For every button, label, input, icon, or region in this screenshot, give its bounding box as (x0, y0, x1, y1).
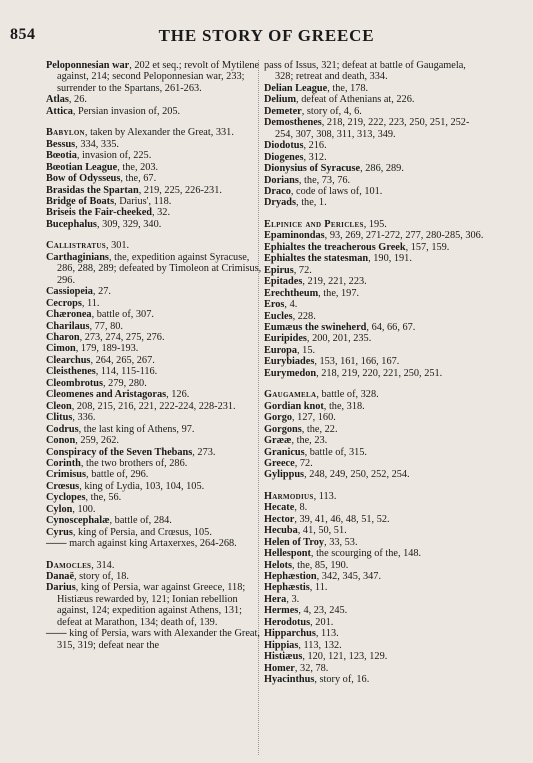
index-entry-term: Epitades (264, 276, 303, 288)
index-entry-term: —— (46, 628, 67, 640)
index-entry (264, 83, 484, 94)
index-entry-pages: , 190, 191. (368, 253, 412, 265)
index-entry-pages: , the, 318. (323, 400, 365, 412)
index-entry-term: Demeter (264, 105, 302, 117)
index-entry-term: Greece (264, 457, 295, 469)
index-entry-pages: , 113. (315, 628, 339, 640)
index-entry-pages: , the, 85, 190. (292, 559, 349, 571)
index-entry-pages: , 219, 221, 223. (302, 276, 367, 288)
index-entry (46, 332, 266, 343)
index-entry-term: Dryads (264, 197, 297, 209)
index-entry-term: Elpinice and Pericles (264, 218, 364, 230)
index-entry-term: Hera (264, 593, 287, 605)
index-entry (46, 628, 266, 651)
index-entry (264, 94, 484, 105)
index-entry (264, 640, 484, 651)
index-entry-pages: , 273. (192, 446, 216, 458)
index-entry-term: Gorgons (264, 423, 302, 435)
index-entry (264, 617, 484, 628)
index-entry-term: Clitus (46, 412, 73, 424)
index-entry-pages: , 114, 115-116. (95, 366, 158, 378)
index-entry-pages: , 264, 265, 267. (90, 354, 155, 366)
index-entry-term: Euripides (264, 333, 307, 345)
index-entry-pages: , 3. (286, 593, 300, 605)
index-entry-pages: , the, 56. (85, 492, 122, 504)
index-entry (46, 582, 266, 628)
index-entry (46, 355, 266, 366)
index-entry (46, 424, 266, 435)
index-entry-pages: , the, 1. (296, 197, 327, 209)
index-entry (264, 299, 484, 310)
index-entry-pages: , Persian invasion of, 205. (72, 105, 181, 117)
index-entry-pages: , story of, 18. (74, 571, 129, 583)
index-entry-pages: , 26. (68, 94, 87, 106)
index-entry-pages: , the, 197. (318, 287, 360, 299)
index-entry-pages: march against king Artaxerxes, 264-268. (66, 538, 237, 550)
index-entry (264, 514, 484, 525)
index-entry-term: Hecuba (264, 525, 298, 537)
index-entry-pages: , 336. (72, 412, 96, 424)
index-entry-pages: , story of, 4, 6. (301, 105, 362, 117)
index-entry-pages: , king of Lydia, 103, 104, 105. (79, 480, 205, 492)
index-entry-term: Charilaus (46, 320, 90, 332)
index-entry (264, 458, 484, 469)
index-entry-term: Hector (264, 513, 295, 525)
index-entry-pages: , the, 22. (301, 423, 338, 435)
index-entry-term: Bridge of Boats (46, 195, 115, 207)
index-entry-pages: , the last king of Athens, 97. (78, 423, 195, 435)
index-entry-pages: , the, expedition against Syracuse, 286, 288, 289; defeated by Timoleon at Crimisus, 296. (57, 251, 262, 286)
index-entry-pages: , 120, 121, 123, 129. (302, 651, 388, 663)
index-entry (264, 322, 484, 333)
index-entry (264, 628, 484, 639)
index-entry-pages: , 301. (105, 240, 130, 252)
index-entry (46, 127, 266, 138)
index-entry (264, 651, 484, 662)
index-entry-term: Delium (264, 94, 297, 106)
index-entry-pages: , 32. (152, 207, 171, 219)
index-entry-term: Bœotian League (46, 161, 118, 173)
index-entry-term: Gordian knot (264, 400, 324, 412)
index-entry-term: Carthaginians (46, 251, 109, 263)
index-entry-pages: , 77, 80. (89, 320, 123, 332)
index-entry (46, 252, 266, 286)
index-entry-term: Eros (264, 299, 285, 311)
index-entry (264, 389, 484, 400)
index-entry-pages: , 201. (310, 616, 334, 628)
index-entry (264, 537, 484, 548)
index-entry (264, 219, 484, 230)
index-entry (264, 345, 484, 356)
index-entry (46, 150, 266, 161)
index-entry-term: Cleisthenes (46, 366, 96, 378)
index-entry (46, 321, 266, 332)
index-entry-pages: , 219, 225, 226-231. (138, 184, 222, 196)
index-entry-term: Cleomenes and Aristagoras (46, 389, 167, 401)
index-entry (46, 492, 266, 503)
index-entry-term: Eumæus the swineherd (264, 321, 367, 333)
index-entry-term: Diogenes (264, 151, 304, 163)
index-entry-pages: , battle of, 328. (316, 389, 379, 401)
index-entry-pages: , 202 et seq.; revolt of Mytilene against, 214; second Peloponnesian war, 233; surrender to the Spartans, 261-263. (57, 60, 260, 94)
index-entry-pages: , 4, 23, 245. (298, 605, 348, 617)
index-entry-term: Helen of Troy (264, 536, 325, 548)
index-entry (264, 152, 484, 163)
index-entry (46, 515, 266, 526)
index-entry (264, 106, 484, 117)
index-entry-term: Demosthenes (264, 117, 322, 129)
index-entry-pages: , taken by Alexander the Great, 331. (84, 127, 234, 139)
index-entry (46, 173, 266, 184)
index-entry (46, 162, 266, 173)
index-entry-term: Herodotus (264, 616, 311, 628)
index-entry-term: Draco (264, 185, 291, 197)
index-entry-pages: , 72. (293, 264, 312, 276)
index-entry (264, 311, 484, 322)
index-entry-term: Granicus (264, 446, 305, 458)
index-entry-term: Damocles (46, 559, 92, 571)
index-entry-term: Charon (46, 331, 80, 343)
index-entry-pages: , 200, 201, 235. (306, 333, 372, 345)
index-entry-term: Bucephalus (46, 218, 97, 230)
index-entry (264, 253, 484, 264)
index-entry-pages: , battle of, 296. (86, 469, 149, 481)
index-entry-term: Cimon (46, 343, 76, 355)
index-entry (264, 594, 484, 605)
index-entry-pages: , 314. (91, 559, 115, 571)
index-entry (46, 469, 266, 480)
index-entry (46, 560, 266, 571)
index-entry-term: Babylon (46, 127, 85, 139)
index-entry-pages: , 39, 41, 46, 48, 51, 52. (294, 513, 390, 525)
index-entry (46, 286, 266, 297)
index-entry-pages: , 72. (294, 457, 313, 469)
index-entry (264, 288, 484, 299)
index-entry-pages: , the scourging of the, 148. (310, 548, 422, 560)
index-entry (264, 502, 484, 513)
index-entry (46, 538, 266, 549)
index-entry (46, 94, 266, 105)
index-entry (264, 435, 484, 446)
index-entry-term: Helots (264, 559, 293, 571)
index-entry (264, 230, 484, 241)
index-entry-term: Gaugamela (264, 389, 317, 401)
index-entry (264, 560, 484, 571)
index-entry-pages: , 113. (313, 490, 337, 502)
index-entry (264, 491, 484, 502)
index-entry-pages: , 273, 274, 275, 276. (79, 331, 165, 343)
index-entry (264, 276, 484, 287)
index-entry-pages: , 4. (284, 299, 298, 311)
index-entry-pages: , 228. (292, 310, 316, 322)
index-entry-term: Peloponnesian war (46, 60, 130, 71)
index-entry (46, 298, 266, 309)
index-entry-pages: , 11. (81, 297, 100, 309)
index-entry-term: Corinth (46, 457, 81, 469)
index-entry-term: Erechtheum (264, 287, 319, 299)
index-entry-pages: , battle of, 284. (109, 515, 172, 527)
index-entry-term: Conspiracy of the Seven Thebans (46, 446, 193, 458)
index-entry-pages: , 15. (297, 344, 316, 356)
index-entry-term: Eucles (264, 310, 293, 322)
index-entry (264, 424, 484, 435)
index-entry (46, 196, 266, 207)
section-gap (46, 550, 266, 560)
index-entry (46, 481, 266, 492)
index-entry-pages: , 195. (363, 218, 387, 230)
index-entry-term: Hyacinthus (264, 674, 315, 686)
index-entry (46, 240, 266, 251)
index-entry-term: Bœotia (46, 150, 77, 162)
index-entry (46, 504, 266, 515)
index-entry-pages: , Darius', 118. (114, 195, 172, 207)
section-gap (46, 117, 266, 127)
index-entry-pages: , king of Persia, war against Greece, 118; Histiæus rewarded by, 121; Ionian rebellion against, 124; expedition against Athens, 131; defeat at Marathon, 134; death of, 139. (57, 582, 246, 628)
index-entry-pages: , 259, 262. (75, 435, 119, 447)
index-entry-term: Conon (46, 435, 76, 447)
index-entry-pages: , 309, 329, 340. (96, 218, 162, 230)
index-entry-term: Briseis the Fair-cheeked (46, 207, 152, 219)
page-number: 854 (10, 26, 36, 43)
index-entry-term: Callistratus (46, 240, 106, 252)
index-entry-term: —— (46, 538, 67, 550)
index-entry-term: Delian League (264, 82, 328, 94)
index-entry (46, 366, 266, 377)
index-entry-term: Diodotus (264, 140, 304, 152)
index-entry-pages: , 8. (294, 502, 308, 514)
index-entry (264, 197, 484, 208)
index-entry (264, 663, 484, 674)
index-entry (264, 163, 484, 174)
index-entry-term: Cecrops (46, 297, 82, 309)
index-entry (46, 139, 266, 150)
index-entry-pages: , 216. (303, 140, 327, 152)
index-entry-pages: , 113, 132. (298, 639, 342, 651)
index-entry-pages: , 100. (72, 503, 96, 515)
index-entry-pages: , 64, 66, 67. (366, 321, 416, 333)
index-entry-pages: , 248, 249, 250, 252, 254. (304, 469, 410, 481)
index-entry-pages: , 157, 159. (405, 241, 450, 253)
index-entry (46, 185, 266, 196)
page-header (0, 26, 533, 48)
index-entry-term: Hipparchus (264, 628, 316, 640)
index-entry-pages: , king of Persia, and Crœsus, 105. (72, 526, 212, 538)
index-entry-term: Hephæstis (264, 582, 310, 594)
index-entry (46, 60, 266, 94)
index-entry-term: Crimisus (46, 469, 87, 481)
index-entry (264, 571, 484, 582)
index-entry (264, 356, 484, 367)
index-entry-term: Cynoscephalæ (46, 515, 110, 527)
index-entry-term: Hecate (264, 502, 295, 514)
index-entry-term: Dionysius of Syracuse (264, 163, 361, 175)
index-entry (46, 435, 266, 446)
page-title: THE STORY OF GREECE (158, 26, 375, 45)
index-entry-pages: , 27. (92, 286, 111, 298)
index-entry-pages: , story of, 16. (314, 674, 370, 686)
index-entry-pages: , the, 23. (291, 435, 328, 447)
index-entry (264, 186, 484, 197)
index-entry-pages: , the two brothers of, 286. (80, 457, 188, 469)
index-entry (264, 140, 484, 151)
index-entry-term: Cassiopeia (46, 286, 93, 298)
index-entry (264, 175, 484, 186)
index-entry-term: Brasidas the Spartan (46, 184, 139, 196)
index-entry-pages: pass of Issus, 321; defeat at battle of Gaugamela, 328; retreat and death, 334. (264, 60, 466, 83)
index-entry-term: Bow of Odysseus (46, 173, 121, 185)
index-entry (46, 207, 266, 218)
index-entry-term: Europa (264, 344, 298, 356)
index-entry-term: Epirus (264, 264, 294, 276)
index-entry-pages: , invasion of, 225. (76, 150, 152, 162)
index-entry-pages: , defeat of Athenians at, 226. (296, 94, 415, 106)
index-entry-term: Crœsus (46, 480, 80, 492)
index-entry-term: Cyrus (46, 526, 73, 538)
index-entry-pages: , the, 178. (327, 82, 369, 94)
index-entry-term: Hermes (264, 605, 299, 617)
index-entry (264, 469, 484, 480)
index-entry-pages: , 93, 269, 271-272, 277, 280-285, 306. (324, 230, 484, 242)
index-entry-term: Ephialtes the statesman (264, 253, 369, 265)
index-entry-pages: , 33, 53. (324, 536, 358, 548)
index-entry-term: Eurymedon (264, 367, 317, 379)
index-entry (264, 674, 484, 685)
index-entry (46, 219, 266, 230)
index-entry-pages: , 218, 219, 220, 221, 250, 251. (316, 367, 443, 379)
index-entry (46, 378, 266, 389)
index-entry (46, 389, 266, 400)
index-entry-term: Cleon (46, 400, 72, 412)
index-entry (264, 242, 484, 253)
index-entry-pages: , the, 73, 76. (298, 174, 351, 186)
index-entry-term: Chæronea (46, 309, 92, 321)
index-entry-pages: , 342, 345, 347. (316, 571, 382, 583)
section-gap (264, 379, 484, 389)
index-entry-pages: , 279, 280. (103, 377, 147, 389)
index-entry (264, 525, 484, 536)
index-entry (46, 527, 266, 538)
index-entry-term: Bessus (46, 138, 76, 150)
index-entry (264, 333, 484, 344)
index-entry-pages: , 334, 335. (75, 138, 119, 150)
index-entry-pages: , code of laws of, 101. (290, 185, 383, 197)
index-entry-pages: , 126. (166, 389, 190, 401)
index-column-left (46, 60, 266, 651)
index-entry-pages: , 286, 289. (360, 163, 404, 175)
index-entry-term: Hellespont (264, 548, 311, 560)
index-entry (46, 458, 266, 469)
index-entry-pages: , 41, 50, 51. (297, 525, 347, 537)
index-entry-pages: king of Persia, wars with Alexander the Great, 315, 319; defeat near the (57, 628, 260, 651)
index-entry-pages: , battle of, 315. (304, 446, 367, 458)
index-entry-pages: , 179, 189-193. (75, 343, 139, 355)
index-entry-term: Cyclopes (46, 492, 86, 504)
index-entry (46, 571, 266, 582)
index-entry-pages: , 208, 215, 216, 221, 222-224, 228-231. (71, 400, 236, 412)
index-entry-term: Eurybiades (264, 356, 315, 368)
index-entry-term: Atlas (46, 94, 69, 106)
index-entry (264, 548, 484, 559)
index-entry-term: Homer (264, 662, 295, 674)
index-entry (46, 447, 266, 458)
index-entry (264, 401, 484, 412)
index-entry (46, 401, 266, 412)
index-entry-term: Hephæstion (264, 571, 317, 583)
index-entry-term: Cylon (46, 503, 73, 515)
index-entry-term: Danaë (46, 571, 75, 583)
index-entry-term: Gylippus (264, 469, 305, 481)
index-entry-pages: , 153, 161, 166, 167. (314, 356, 400, 368)
index-entry-term: Cleombrotus (46, 377, 104, 389)
index-entry-term: Hippias (264, 639, 299, 651)
index-entry-pages: , 11. (309, 582, 328, 594)
index-entry (264, 605, 484, 616)
index-entry-term: Harmodius (264, 490, 314, 502)
index-column-right (264, 60, 484, 686)
index-entry-term: Histiæus (264, 651, 303, 663)
index-entry (46, 309, 266, 320)
section-gap (46, 230, 266, 240)
index-entry-term: Clearchus (46, 354, 91, 366)
index-entry (46, 412, 266, 423)
index-entry-term: Grææ (264, 435, 292, 447)
index-entry-pages: , the, 67. (120, 173, 157, 185)
index-entry-pages: , battle of, 307. (91, 309, 154, 321)
index-entry (264, 412, 484, 423)
index-entry-pages: , the, 203. (117, 161, 159, 173)
index-entry (264, 265, 484, 276)
index-entry-pages: , 218, 219, 222, 223, 250, 251, 252-254, 307, 308, 311, 313, 349. (275, 117, 470, 140)
index-entry-term: Epaminondas (264, 230, 325, 242)
index-entry-term: Darius (46, 582, 76, 594)
index-entry-term: Ephialtes the treacherous Greek (264, 241, 406, 253)
section-gap (264, 481, 484, 491)
index-entry-pages: , 312. (303, 151, 327, 163)
index-entry (264, 368, 484, 379)
index-entry-pages: , 127, 160. (292, 412, 336, 424)
index-entry-term: Codrus (46, 423, 79, 435)
index-entry (264, 447, 484, 458)
index-entry (46, 106, 266, 117)
index-entry (264, 582, 484, 593)
index-entry-term: Gorgo (264, 412, 293, 424)
index-entry-term: Dorians (264, 174, 299, 186)
section-gap (264, 209, 484, 219)
index-entry (46, 343, 266, 354)
index-entry-pages: , 32, 78. (294, 662, 329, 674)
index-entry (264, 60, 484, 83)
index-entry-term: Attica (46, 105, 73, 117)
index-entry (264, 117, 484, 140)
